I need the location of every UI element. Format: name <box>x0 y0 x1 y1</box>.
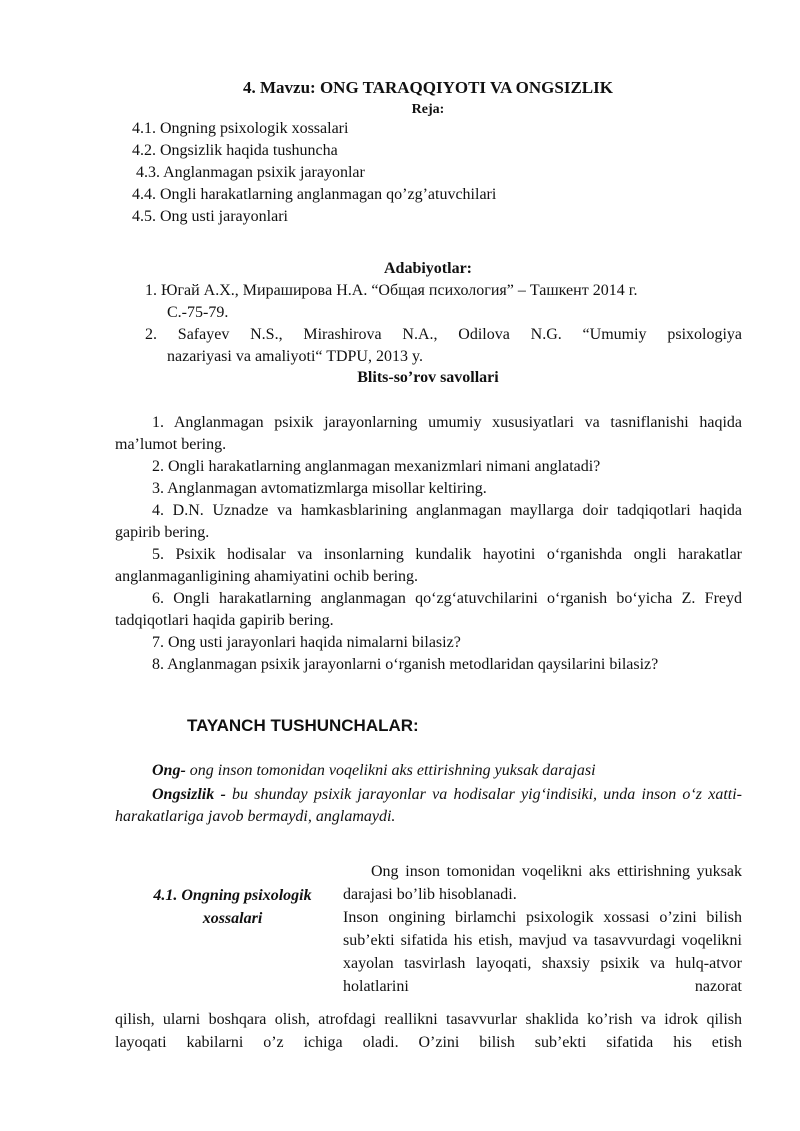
concept-item <box>115 784 742 828</box>
concept-term: Ongsizlik - <box>152 786 226 803</box>
question-item: 4. D.N. Uznadze va hamkasblarining anglanmagan mayllarga doir tadqiqotlari haqida gapirib bering. <box>115 502 742 541</box>
section-paragraph-continuation: qilish, ularni boshqara olish, atrofdagi reallikni tasavvurlar shaklida ko’rish va idrok qilish layoqati kabilarni o’z ichiga oladi. O’zini bilish sub’ekti sifatida his etish <box>115 1011 742 1051</box>
plan-item: 4.3. Anglanmagan psixik jarayonlar <box>136 164 365 181</box>
section-paragraph: Ong inson tomonidan voqelikni aks ettirishning yuksak darajasi bo’lib hisoblanadi. <box>343 863 742 903</box>
question-item: 1. Anglanmagan psixik jarayonlarning umumiy xususiyatlari va tasniflanishi haqida ma’lumot bering. <box>115 414 742 453</box>
concept-term: Ong- <box>152 762 186 779</box>
literature-heading: Adabiyotlar: <box>384 260 472 277</box>
plan-list <box>132 118 496 228</box>
literature-item <box>145 324 742 368</box>
key-concepts-heading: TAYANCH TUSHUNCHALAR: <box>187 716 419 735</box>
question-item: 8. Anglanmagan psixik jarayonlarni o‘rganish metodlaridan qaysilarini bilasiz? <box>152 656 659 673</box>
plan-heading: Reja: <box>411 102 445 117</box>
literature-item-line: 2. Safayev N.S., Mirashirova N.A., Odilova N.G. “Umumiy psixologiya <box>145 326 742 343</box>
questions-heading: Blits-so’rov savollari <box>357 369 499 386</box>
section-paragraph: Inson ongining birlamchi psixologik xossasi o’zini bilish sub’ekti sifatida his etish, mavjud va tasavvurdagi voqelikni xayolan tasvirlash layoqati, shaxsiy psixik va hulq-atvor holatlarini nazorat <box>343 909 742 995</box>
question-item: 5. Psixik hodisalar va insonlarning kundalik hayotini o‘rganishda ongli harakatlar anglanmaganligining ahamiyatini ochib bering. <box>115 546 742 585</box>
literature-item-continuation: С.-75-79. <box>167 304 229 321</box>
plan-item: 4.4. Ongli harakatlarning anglanmagan qo’zg’atuvchilari <box>132 186 497 203</box>
concept-item <box>115 760 742 782</box>
question-item: 6. Ongli harakatlarning anglanmagan qo‘zg‘atuvchilarini o‘rganish bo‘yicha Z. Freyd tadqiqotlari haqida gapirib bering. <box>115 590 742 629</box>
plan-item: 4.5. Ong usti jarayonlari <box>132 208 288 225</box>
literature-item-line: 1. Югай А.Х., Мирашировa Н.А. “Общая психология” – Ташкент 2014 г. <box>145 282 638 299</box>
question-item: 7. Ong usti jarayonlari haqida nimalarni bilasiz? <box>152 634 461 651</box>
topic-title: 4. Mavzu: ONG TARAQQIYOTI VA ONGSIZLIK <box>243 78 613 97</box>
plan-item: 4.2. Ongsizlik haqida tushuncha <box>132 142 338 159</box>
question-item: 2. Ongli harakatlarning anglanmagan mexanizmlari nimani anglatadi? <box>152 458 601 475</box>
concept-definition: ong inson tomonidan voqelikni aks ettirishning yuksak darajasi <box>185 762 596 779</box>
question-item: 3. Anglanmagan avtomatizmlarga misollar keltiring. <box>152 480 487 497</box>
literature-list <box>145 280 742 368</box>
section-body <box>343 860 742 998</box>
plan-item: 4.1. Ongning psixologik xossalari <box>132 120 349 137</box>
section-heading: 4.1. Ongning psixologik xossalari <box>153 887 312 927</box>
literature-item-continuation: nazariyasi va amaliyoti“ TDPU, 2013 y. <box>167 348 423 365</box>
key-concepts-list <box>115 760 742 830</box>
questions-list <box>115 412 742 676</box>
concept-definition: bu shunday psixik jarayonlar va hodisalar yig‘indisiki, unda inson o‘z xatti-harakatlariga javob bermaydi, anglamaydi. <box>115 786 742 825</box>
literature-item <box>145 280 742 324</box>
